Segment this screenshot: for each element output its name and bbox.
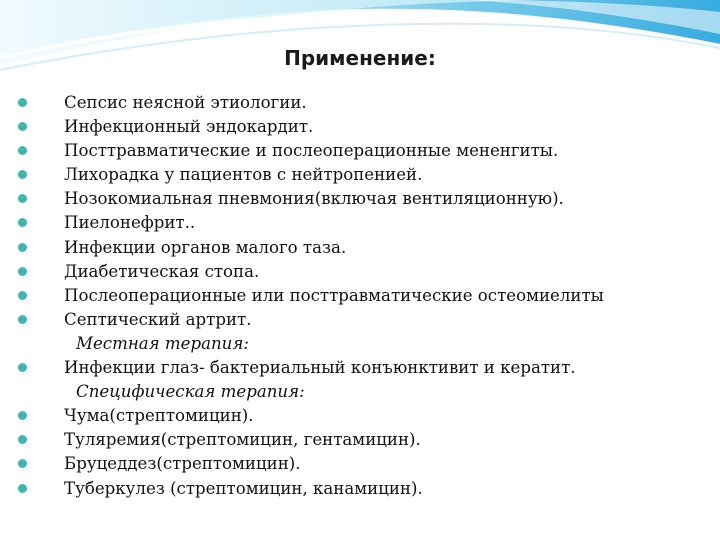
list-item-text: Лихорадка у пациентов с нейтропенией. — [64, 165, 423, 185]
list-item-text: Сепсис неясной этиологии. — [64, 93, 307, 112]
section-subheading — [16, 332, 716, 356]
bullet-icon — [18, 411, 27, 420]
bullet-icon — [18, 315, 27, 324]
bullet-icon — [18, 363, 27, 372]
bullet-icon — [18, 484, 27, 493]
list-item-text: Местная терапия: — [76, 333, 249, 353]
list-item — [16, 187, 716, 211]
bullet-icon — [18, 267, 27, 276]
bullet-icon — [18, 291, 27, 300]
bullet-icon — [18, 459, 27, 468]
list-item — [16, 260, 716, 284]
list-item-text: Септический артрит. — [64, 309, 252, 329]
list-item — [16, 404, 716, 428]
list-item — [16, 284, 716, 308]
section-subheading — [16, 380, 716, 404]
list-item-text: Послеоперационные или посттравматические остеомиелиты — [64, 285, 604, 305]
list-item — [16, 428, 716, 452]
bullet-icon — [18, 218, 27, 227]
list-item — [16, 477, 716, 501]
list-item-text: Инфекции органов малого таза. — [64, 237, 347, 257]
indication-list — [16, 91, 716, 501]
list-item-text: Туляремия(стрептомицин, гентамицин). — [64, 430, 421, 450]
list-item-text: Нозокомиальная пневмония(включая вентиляционную). — [64, 189, 564, 209]
list-item-text: Специфическая терапия: — [76, 382, 305, 402]
bullet-icon — [18, 122, 27, 131]
list-item-text: Туберкулез (стрептомицин, канамицин). — [64, 478, 423, 498]
bullet-icon — [18, 98, 27, 107]
list-item-text: Посттравматические и послеоперационные мененгиты. — [64, 141, 559, 161]
list-item — [16, 139, 716, 163]
list-item — [16, 452, 716, 476]
bullet-icon — [18, 194, 27, 203]
list-item — [16, 356, 716, 380]
bullet-icon — [18, 435, 27, 444]
list-item-text: Чума(стрептомицин). — [64, 406, 254, 426]
list-item-text: Инфекции глаз- бактериальный конъюнктивит и кератит. — [64, 358, 576, 378]
list-item — [16, 236, 716, 260]
bullet-icon — [18, 146, 27, 155]
bullet-icon — [18, 170, 27, 179]
list-item — [16, 115, 716, 139]
list-item-text: Бруцеддез(стрептомицин). — [64, 454, 301, 474]
list-item — [16, 308, 716, 332]
list-item — [16, 91, 716, 115]
list-item-text: Инфекционный эндокардит. — [64, 117, 314, 137]
list-item-text: Пиелонефрит.. — [64, 213, 196, 233]
list-item — [16, 211, 716, 235]
list-item — [16, 163, 716, 187]
slide-title: Применение: — [284, 46, 436, 70]
list-item-text: Диабетическая стопа. — [64, 261, 260, 281]
bullet-icon — [18, 243, 27, 252]
header-wave-banner — [0, 0, 720, 90]
